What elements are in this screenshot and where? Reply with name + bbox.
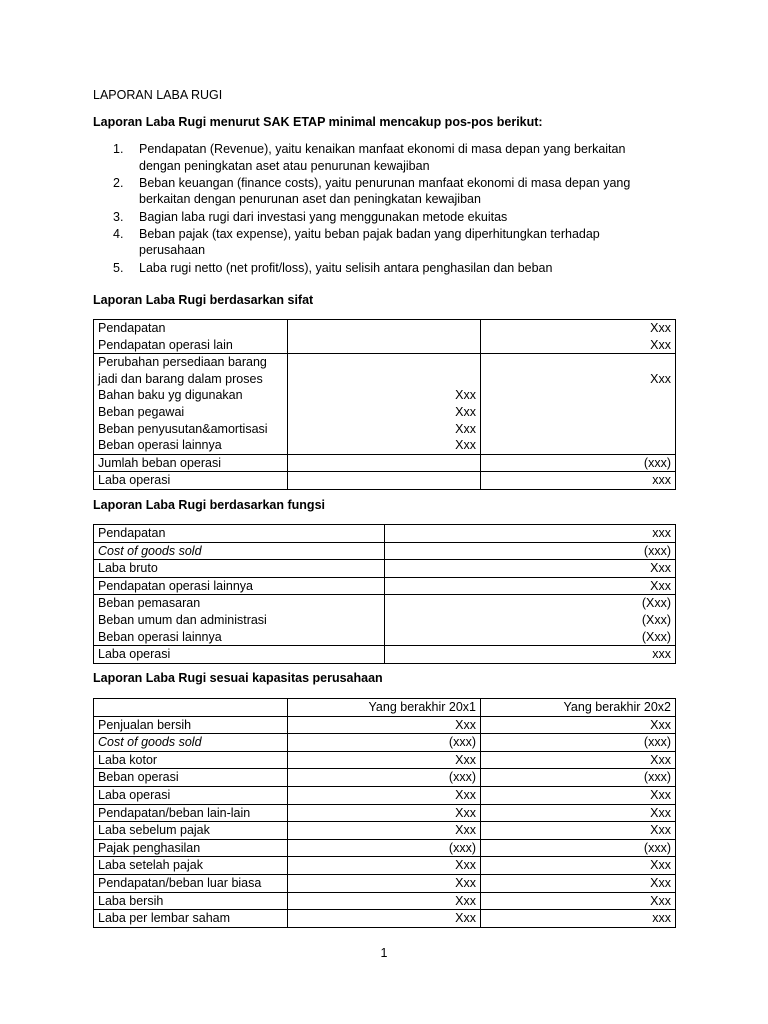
row-value: Xxx [481,874,676,892]
sifat-table [93,319,676,490]
row-value: xxx [481,910,676,928]
list-text: Beban pajak (tax expense), yaitu beban pajak badan yang diperhitungkan terhadap [139,226,600,241]
table-row [94,472,676,490]
row-label: Jumlah beban operasi [94,454,288,472]
list-text: perusahaan [139,243,206,258]
list-number: 2. [113,175,124,190]
row-value: Xxx [288,822,481,840]
row-value: Xxx [650,321,671,335]
column-header: Yang berakhir 20x1 [288,699,481,717]
row-value: Xxx [481,751,676,769]
row-value: (xxx) [481,839,676,857]
row-label: Beban pemasaran [98,596,201,611]
table-cell [94,699,288,717]
table-row [94,577,676,595]
pos-list [93,141,683,277]
row-value: Xxx [455,404,476,419]
list-text: berkaitan dengan penurunan aset dan peningkatan kewajiban [139,192,481,207]
column-header: Yang berakhir 20x2 [481,699,676,717]
row-value: (xxx) [385,542,676,560]
table-cell [94,354,288,455]
list-item [93,260,683,277]
row-label: Pendapatan [98,321,166,335]
row-label: Laba operasi [94,472,288,490]
row-value: xxx [385,525,676,543]
page-number: 1 [380,946,388,960]
row-label: Laba per lembar saham [94,910,288,928]
row-label: Beban operasi [94,769,288,787]
row-value: (Xxx) [641,612,671,627]
row-value: (xxx) [481,454,676,472]
table-row [94,542,676,560]
table-cell [288,320,481,354]
row-value: Xxx [288,804,481,822]
table-cell [481,354,676,455]
row-value: Xxx [455,388,476,403]
row-label: Laba bruto [94,560,385,578]
table-cell [481,320,676,354]
table-row [94,910,676,928]
row-label: Pajak penghasilan [94,839,288,857]
row-label: Bahan baku yg digunakan [98,388,243,403]
table-row [94,751,676,769]
row-label: Laba bersih [94,892,288,910]
row-value: (xxx) [288,734,481,752]
row-value: Xxx [288,892,481,910]
row-label: jadi dan barang dalam proses [98,371,263,386]
table-row [94,804,676,822]
table-cell [385,595,676,646]
row-value: Xxx [455,421,476,436]
row-value: Xxx [481,822,676,840]
row-value: xxx [481,472,676,490]
table-row [94,822,676,840]
list-number: 5. [113,260,124,275]
row-value: Xxx [650,371,671,386]
row-label: Laba kotor [94,751,288,769]
row-value: Xxx [481,892,676,910]
table-row [94,716,676,734]
row-label: Pendapatan [94,525,385,543]
table-cell [94,320,288,354]
row-value: (xxx) [288,769,481,787]
table-row [94,454,676,472]
row-value: (xxx) [481,734,676,752]
row-label: Cost of goods sold [94,734,288,752]
row-label: Pendapatan operasi lain [98,337,233,352]
list-text: Pendapatan (Revenue), yaitu kenaikan manfaat ekonomi di masa depan yang berkaitan [139,142,626,156]
row-value: Xxx [288,857,481,875]
list-text: dengan peningkatan aset atau penurunan kewajiban [139,158,430,173]
row-value: Xxx [481,857,676,875]
table-row [94,874,676,892]
table-row [94,734,676,752]
row-label: Cost of goods sold [94,542,385,560]
list-number: 3. [113,209,124,224]
row-label: Laba operasi [94,786,288,804]
intro-heading: Laporan Laba Rugi menurut SAK ETAP minimal mencakup pos-pos berikut: [93,115,543,129]
row-value: Xxx [288,874,481,892]
row-label: Laba operasi [94,646,385,664]
row-label: Pendapatan/beban lain-lain [94,804,288,822]
table-row [94,354,676,455]
row-value: Xxx [385,577,676,595]
table-row [94,646,676,664]
list-item [93,226,683,259]
row-label: Perubahan persediaan barang [98,355,267,370]
list-text: Laba rugi netto (net profit/loss), yaitu selisih antara penghasilan dan beban [139,260,553,275]
list-text: Beban keuangan (finance costs), yaitu penurunan manfaat ekonomi di masa depan yang [139,175,631,190]
list-number: 1. [113,142,124,156]
row-value: (Xxx) [641,629,671,644]
row-value: Xxx [288,910,481,928]
row-value: Xxx [481,804,676,822]
document-title: LAPORAN LABA RUGI [93,88,223,102]
table-row [94,769,676,787]
list-item [93,141,683,174]
row-label: Pendapatan/beban luar biasa [94,874,288,892]
table-row [94,892,676,910]
row-value: Xxx [288,751,481,769]
row-value: Xxx [650,337,671,352]
fungsi-table [93,524,676,664]
list-item [93,209,683,226]
row-label: Laba setelah pajak [94,857,288,875]
table-cell [288,454,481,472]
list-text: Bagian laba rugi dari investasi yang menggunakan metode ekuitas [139,209,508,224]
row-value: Xxx [455,438,476,453]
row-label: Beban operasi lainnya [98,438,222,453]
table-header-row [94,699,676,717]
table-cell [288,472,481,490]
sifat-heading: Laporan Laba Rugi berdasarkan sifat [93,293,314,307]
row-value: xxx [385,646,676,664]
row-value: Xxx [288,786,481,804]
row-value: Xxx [288,716,481,734]
kapasitas-heading: Laporan Laba Rugi sesuai kapasitas perusahaan [93,671,383,685]
row-value: Xxx [481,716,676,734]
row-value: (xxx) [481,769,676,787]
list-number: 4. [113,226,124,241]
table-row [94,857,676,875]
table-cell [94,595,385,646]
kapasitas-table [93,698,676,928]
table-row [94,839,676,857]
row-value: (xxx) [288,839,481,857]
list-item [93,175,683,208]
row-label: Beban pegawai [98,404,185,419]
table-row [94,595,676,646]
table-row [94,560,676,578]
row-label: Pendapatan operasi lainnya [94,577,385,595]
row-label: Beban operasi lainnya [98,629,222,644]
row-value: Xxx [481,786,676,804]
table-cell [288,354,481,455]
table-row [94,786,676,804]
row-label: Beban umum dan administrasi [98,612,267,627]
fungsi-heading: Laporan Laba Rugi berdasarkan fungsi [93,498,325,512]
row-value: Xxx [385,560,676,578]
table-row [94,525,676,543]
row-label: Penjualan bersih [94,716,288,734]
table-row [94,320,676,354]
row-value: (Xxx) [641,596,671,611]
row-label: Beban penyusutan&amortisasi [98,421,268,436]
row-label: Laba sebelum pajak [94,822,288,840]
